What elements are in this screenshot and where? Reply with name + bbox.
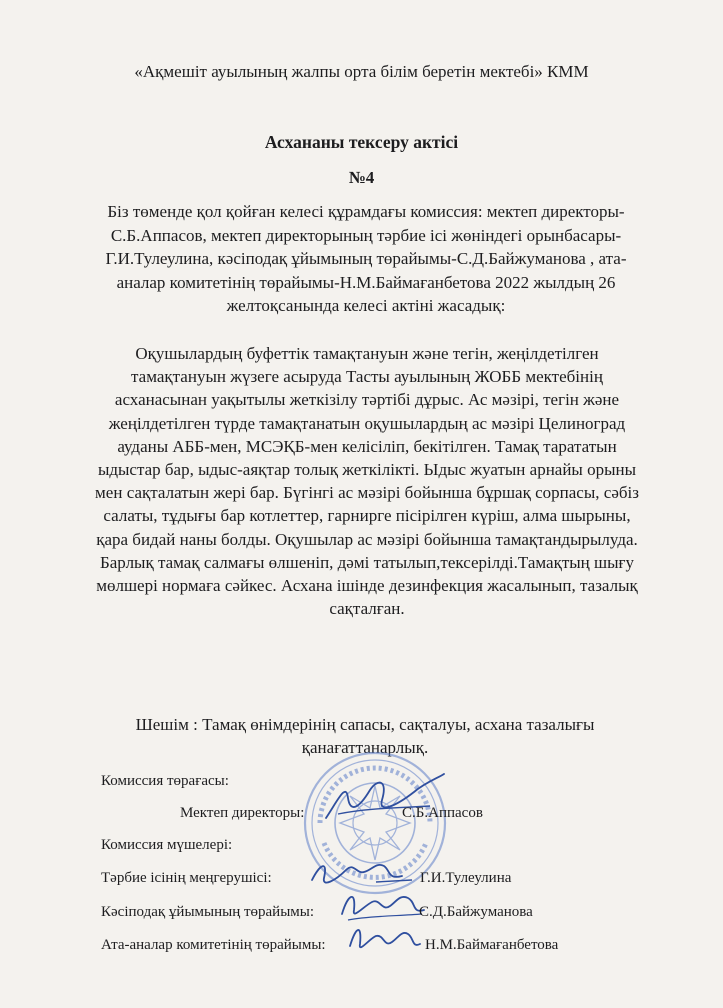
intro-paragraph: Біз төменде қол қойған келесі құрамдағы комиссия: мектеп директоры-С.Б.Аппасов, мектеп директорының тәрбие ісі жөніндегі орынбасары-Г.И.Тулеулина, кәсіподақ ұйымының төрайымы-С.Д.Байжуманова , ата-аналар комитетінің төрайымы-Н.М.Баймағанбетова 2022 жылдың 26 желтоқсанында келесі актіні жасадық: [105, 202, 627, 315]
parents-name: Н.М.Баймағанбетова [425, 937, 559, 953]
deputy-name: Г.И.Тулеулина [420, 870, 512, 886]
document-number: №4 [348, 168, 375, 187]
parents-signature [346, 918, 422, 958]
document-title: Асхананы тексеру актісі [264, 132, 459, 152]
decision-paragraph: Шешім : Тамақ өнімдерінің сапасы, сақталуы, асхана тазалығы қанағаттанарлық. [135, 715, 595, 757]
parents-role-label: Ата-аналар комитетінің төрайымы: [101, 937, 326, 953]
body-paragraph: Оқушылардың буфеттік тамақтануын және тегін, жеңілдетілген тамақтануын жүзеге асыруда Тасты ауылының ЖОББ мектебінің асханасынан уақытылы жеткізілу тәртібі дұрыс. Ас мәзірі, тегін және жеңілдетілген түрде тамақтанатын оқушылардың ас мәзірі Целиноград ауданы АББ-мен, МСЭҚБ-мен келісіліп, бекітілген. Тамақ тарататын ыдыстар бар, ыдыс-аяқтар толық жеткілікті. Ыдыс жуатын арнайы орыны мен сақталатын жері бар. Бүгінгі ас мәзірі бойынша бұршақ сорпасы, сәбіз салаты, тұдығы бар котлеттер, гарнирге пісірілген күріш, алма шырыны, қара бидай наны болды. Оқушылар ас мәзірі бойынша тамақтандырылуда. Барлық тамақ салмағы өлшеніп, дәмі татылып,тексерілді.Тамақтың шығу мөлшері нормаға сәйкес. Асхана ішінде дезинфекция жасалынып, тазалық сақталған. [95, 344, 639, 619]
union-role-label: Кәсіподақ ұйымының төрайымы: [101, 904, 315, 920]
director-role-label: Мектеп директоры: [180, 805, 305, 821]
commission-members-heading: Комиссия мүшелері: [101, 837, 233, 853]
commission-chair-heading: Комиссия төрағасы: [101, 773, 229, 789]
deputy-role-label: Тәрбие ісінің меңгерушісі: [101, 870, 272, 886]
organization-header: «Ақмешіт ауылының жалпы орта білім беретін мектебі» КММ [134, 62, 589, 81]
director-name: С.Б.Аппасов [402, 805, 483, 821]
union-name: С.Д.Байжуманова [419, 904, 533, 920]
